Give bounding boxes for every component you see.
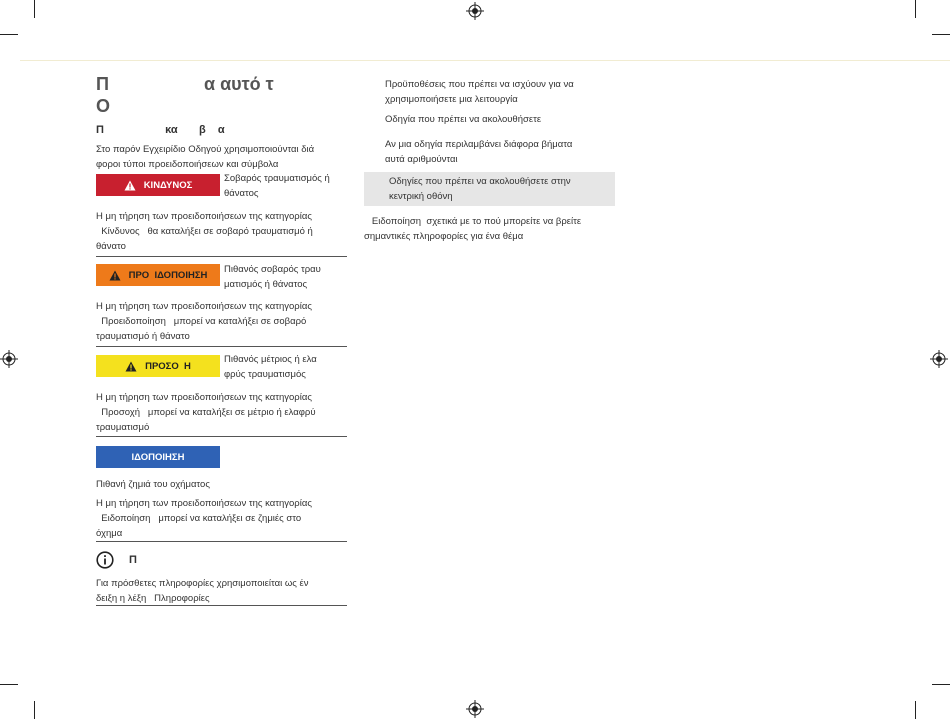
caution-side-text: [224, 352, 349, 382]
warning-triangle-icon: [124, 180, 136, 191]
warning-label: ΠΡΟ ΙΔΟΠΟΙΗΣΗ: [128, 269, 208, 281]
item-line: Προϋποθέσεις που πρέπει να ισχύουν για να: [385, 79, 574, 90]
side-line: θάνατος: [224, 188, 259, 199]
page-title-line2: Ο: [96, 96, 111, 116]
body-line: Η μη τήρηση των προειδοποιήσεων της κατηγορίας: [96, 498, 312, 509]
crop-mark: [0, 684, 18, 685]
info-heading: Π: [129, 554, 137, 566]
side-line: Σοβαρός τραυματισμός ή: [224, 173, 330, 184]
body-line: Η μη τήρηση των προειδοποιήσεων της κατηγορίας: [96, 392, 312, 403]
body-line: τραυματισμό: [96, 422, 150, 433]
crop-mark: [915, 0, 916, 18]
body-line: τραυματισμό ή θάνατο: [96, 331, 190, 342]
notice-line1: Πιθανή ζημιά του οχήματος: [96, 479, 210, 490]
body-line: Για πρόσθετες πληροφορίες χρησιμοποιείται ως έν: [96, 578, 309, 589]
warning-side-text: [224, 262, 349, 292]
crop-mark: [932, 34, 950, 35]
symbol-item-prerequisites: [385, 77, 620, 107]
body-line: Κίνδυνος θα καταλήξει σε σοβαρό τραυματισμό ή: [96, 226, 313, 237]
body-line: δειξη η λέξη Πληροφορίες: [96, 593, 210, 604]
intro-text: [96, 142, 351, 172]
body-line: θάνατο: [96, 241, 126, 252]
notice-label: ΙΔΟΠΟΙΗΣΗ: [131, 451, 185, 463]
symbol-item-instruction: Οδηγία που πρέπει να ακολουθήσετε: [385, 114, 542, 125]
side-line: Πιθανός μέτριος ή ελα: [224, 354, 317, 365]
crop-mark: [34, 0, 35, 18]
divider: [96, 436, 347, 437]
symbol-item-central-display: [389, 174, 609, 204]
registration-mark: [930, 350, 948, 368]
side-line: φρύς τραυματισμός: [224, 369, 306, 380]
warning-triangle-icon: [125, 361, 137, 372]
caution-body: [96, 390, 351, 435]
danger-badge: [96, 174, 220, 196]
danger-body: [96, 209, 351, 254]
intro-line: Στο παρόν Εγχειρίδιο Οδηγού χρησιμοποιούνται διά: [96, 144, 315, 155]
side-line: Πιθανός σοβαρός τραυ: [224, 264, 321, 275]
danger-side-text: [224, 171, 349, 201]
item-line: Οδηγίες που πρέπει να ακολουθήσετε στην: [389, 176, 571, 187]
notice-body: [96, 496, 351, 541]
header-rule: [20, 60, 950, 61]
item-line: Ειδοποίηση σχετικά με το πού μπορείτε να βρείτε: [364, 216, 582, 227]
item-line: σημαντικές πληροφορίες για ένα θέμα: [364, 231, 524, 242]
page-title-line1: Π α αυτό τ: [96, 74, 274, 94]
item-line: Αν μια οδηγία περιλαμβάνει διάφορα βήματα: [385, 139, 573, 150]
notice-badge: [96, 446, 220, 468]
section-subheading: Π κα β α: [96, 124, 225, 136]
registration-mark: [466, 700, 484, 718]
crop-mark: [932, 684, 950, 685]
info-body: [96, 576, 351, 606]
registration-mark: [466, 2, 484, 20]
body-line: Η μη τήρηση των προειδοποιήσεων της κατηγορίας: [96, 301, 312, 312]
caution-badge: [96, 355, 220, 377]
caution-label: ΠΡΟΣΟ Η: [145, 360, 191, 372]
divider: [96, 541, 347, 542]
side-line: ματισμός ή θάνατος: [224, 279, 308, 290]
symbol-item-steps: [385, 137, 620, 167]
item-line: χρησιμοποιήσετε μια λειτουργία: [385, 94, 518, 105]
body-line: Ειδοποίηση μπορεί να καταλήξει σε ζημιές στο: [96, 513, 302, 524]
danger-label: ΚΙΝΔΥΝΟΣ: [143, 179, 193, 191]
warning-badge: [96, 264, 220, 286]
divider: [96, 346, 347, 347]
warning-body: [96, 299, 351, 344]
divider: [96, 605, 347, 606]
warning-triangle-icon: [109, 270, 121, 281]
item-line: αυτά αριθμούνται: [385, 154, 458, 165]
divider: [96, 256, 347, 257]
symbol-item-notice: [364, 214, 619, 244]
body-line: όχημα: [96, 528, 123, 539]
registration-mark: [0, 350, 18, 368]
crop-mark: [0, 34, 18, 35]
body-line: Προσοχή μπορεί να καταλήξει σε μέτριο ή ελαφρύ: [96, 407, 316, 418]
intro-line: φοροι τύποι προειδοποιήσεων και σύμβολα: [96, 159, 279, 170]
crop-mark: [34, 701, 35, 719]
crop-mark: [915, 701, 916, 719]
info-circle-icon: [96, 551, 114, 569]
body-line: Προειδοποίηση μπορεί να καταλήξει σε σοβαρό: [96, 316, 307, 327]
item-line: κεντρική οθόνη: [389, 191, 453, 202]
body-line: Η μη τήρηση των προειδοποιήσεων της κατηγορίας: [96, 211, 312, 222]
